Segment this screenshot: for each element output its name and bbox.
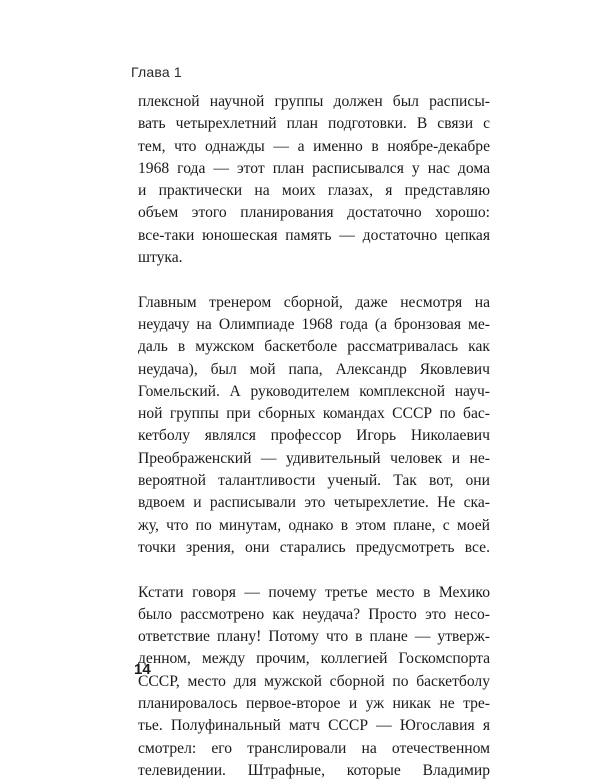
text-line: неудачу на Олимпиаде 1968 года (а бронзовая ме- <box>138 315 490 333</box>
paragraph-2 <box>138 292 490 560</box>
paragraph-gap <box>138 269 490 291</box>
text-line: вероятной талантливости ученый. Так вот, они <box>138 472 490 490</box>
text-line: вдвоем и расписывали это четырехлетие. Не ска- <box>138 494 490 512</box>
text-line: жу, что по минутам, однако в этом плане, с моей <box>138 516 490 534</box>
text-line: ответствие плану! Потому что в плане — утверж- <box>138 628 490 646</box>
text-line: ной группы при сборных командах СССР по бас- <box>138 405 490 423</box>
text-line: Преображенский — удивительный человек и не- <box>138 449 490 467</box>
text-line: Кстати говоря — почему третье место в Мехико <box>138 583 490 601</box>
text-line: и практически на моих глазах, я представляю <box>138 182 490 200</box>
text-line: объем этого планирования достаточно хорошо: <box>138 204 490 222</box>
text-line: плексной научной группы должен был расписы- <box>138 93 490 110</box>
text-line: все-таки юношеская память — достаточно цепкая <box>138 226 490 244</box>
body-text <box>138 91 490 782</box>
text-line: телевидении. Штрафные, которые Владимир <box>138 761 490 779</box>
text-line: Главным тренером сборной, даже несмотря на <box>138 293 490 311</box>
text-line: было рассмотрено как неудача? Просто это несо- <box>138 605 490 623</box>
text-line: денном, между прочим, коллегией Госкомспорта <box>138 650 490 668</box>
text-line: штука. <box>138 249 183 267</box>
text-line: точки зрения, они старались предусмотреть все. <box>138 538 490 556</box>
page-number: 14 <box>134 661 151 678</box>
text-line: кетболу являлся профессор Игорь Николаевич <box>138 427 490 445</box>
text-line: вать четырехлетний план подготовки. В связи с <box>138 115 490 133</box>
text-line: тье. Полуфинальный матч СССР — Югославия я <box>138 717 490 735</box>
text-line: тем, что однажды — а именно в ноябре-декабре <box>138 137 490 155</box>
paragraph-1 <box>138 91 490 269</box>
paragraph-3 <box>138 582 490 782</box>
text-line: Гомельский. А руководителем комплексной науч- <box>138 382 490 400</box>
text-line: неудача), был мой папа, Александр Яковлевич <box>138 360 490 378</box>
text-line: планировалось первое-второе и уж никак не тре- <box>138 695 490 713</box>
text-line: СССР, место для мужской сборной по баскетболу <box>138 672 490 690</box>
paragraph-gap <box>138 559 490 581</box>
chapter-header: Глава 1 <box>131 64 182 80</box>
text-line: даль в мужском баскетболе рассматривалась как <box>138 338 490 356</box>
text-line: смотрел: его транслировали на отечественном <box>138 739 490 757</box>
text-line: 1968 года — этот план расписывался у нас дома <box>138 159 490 177</box>
